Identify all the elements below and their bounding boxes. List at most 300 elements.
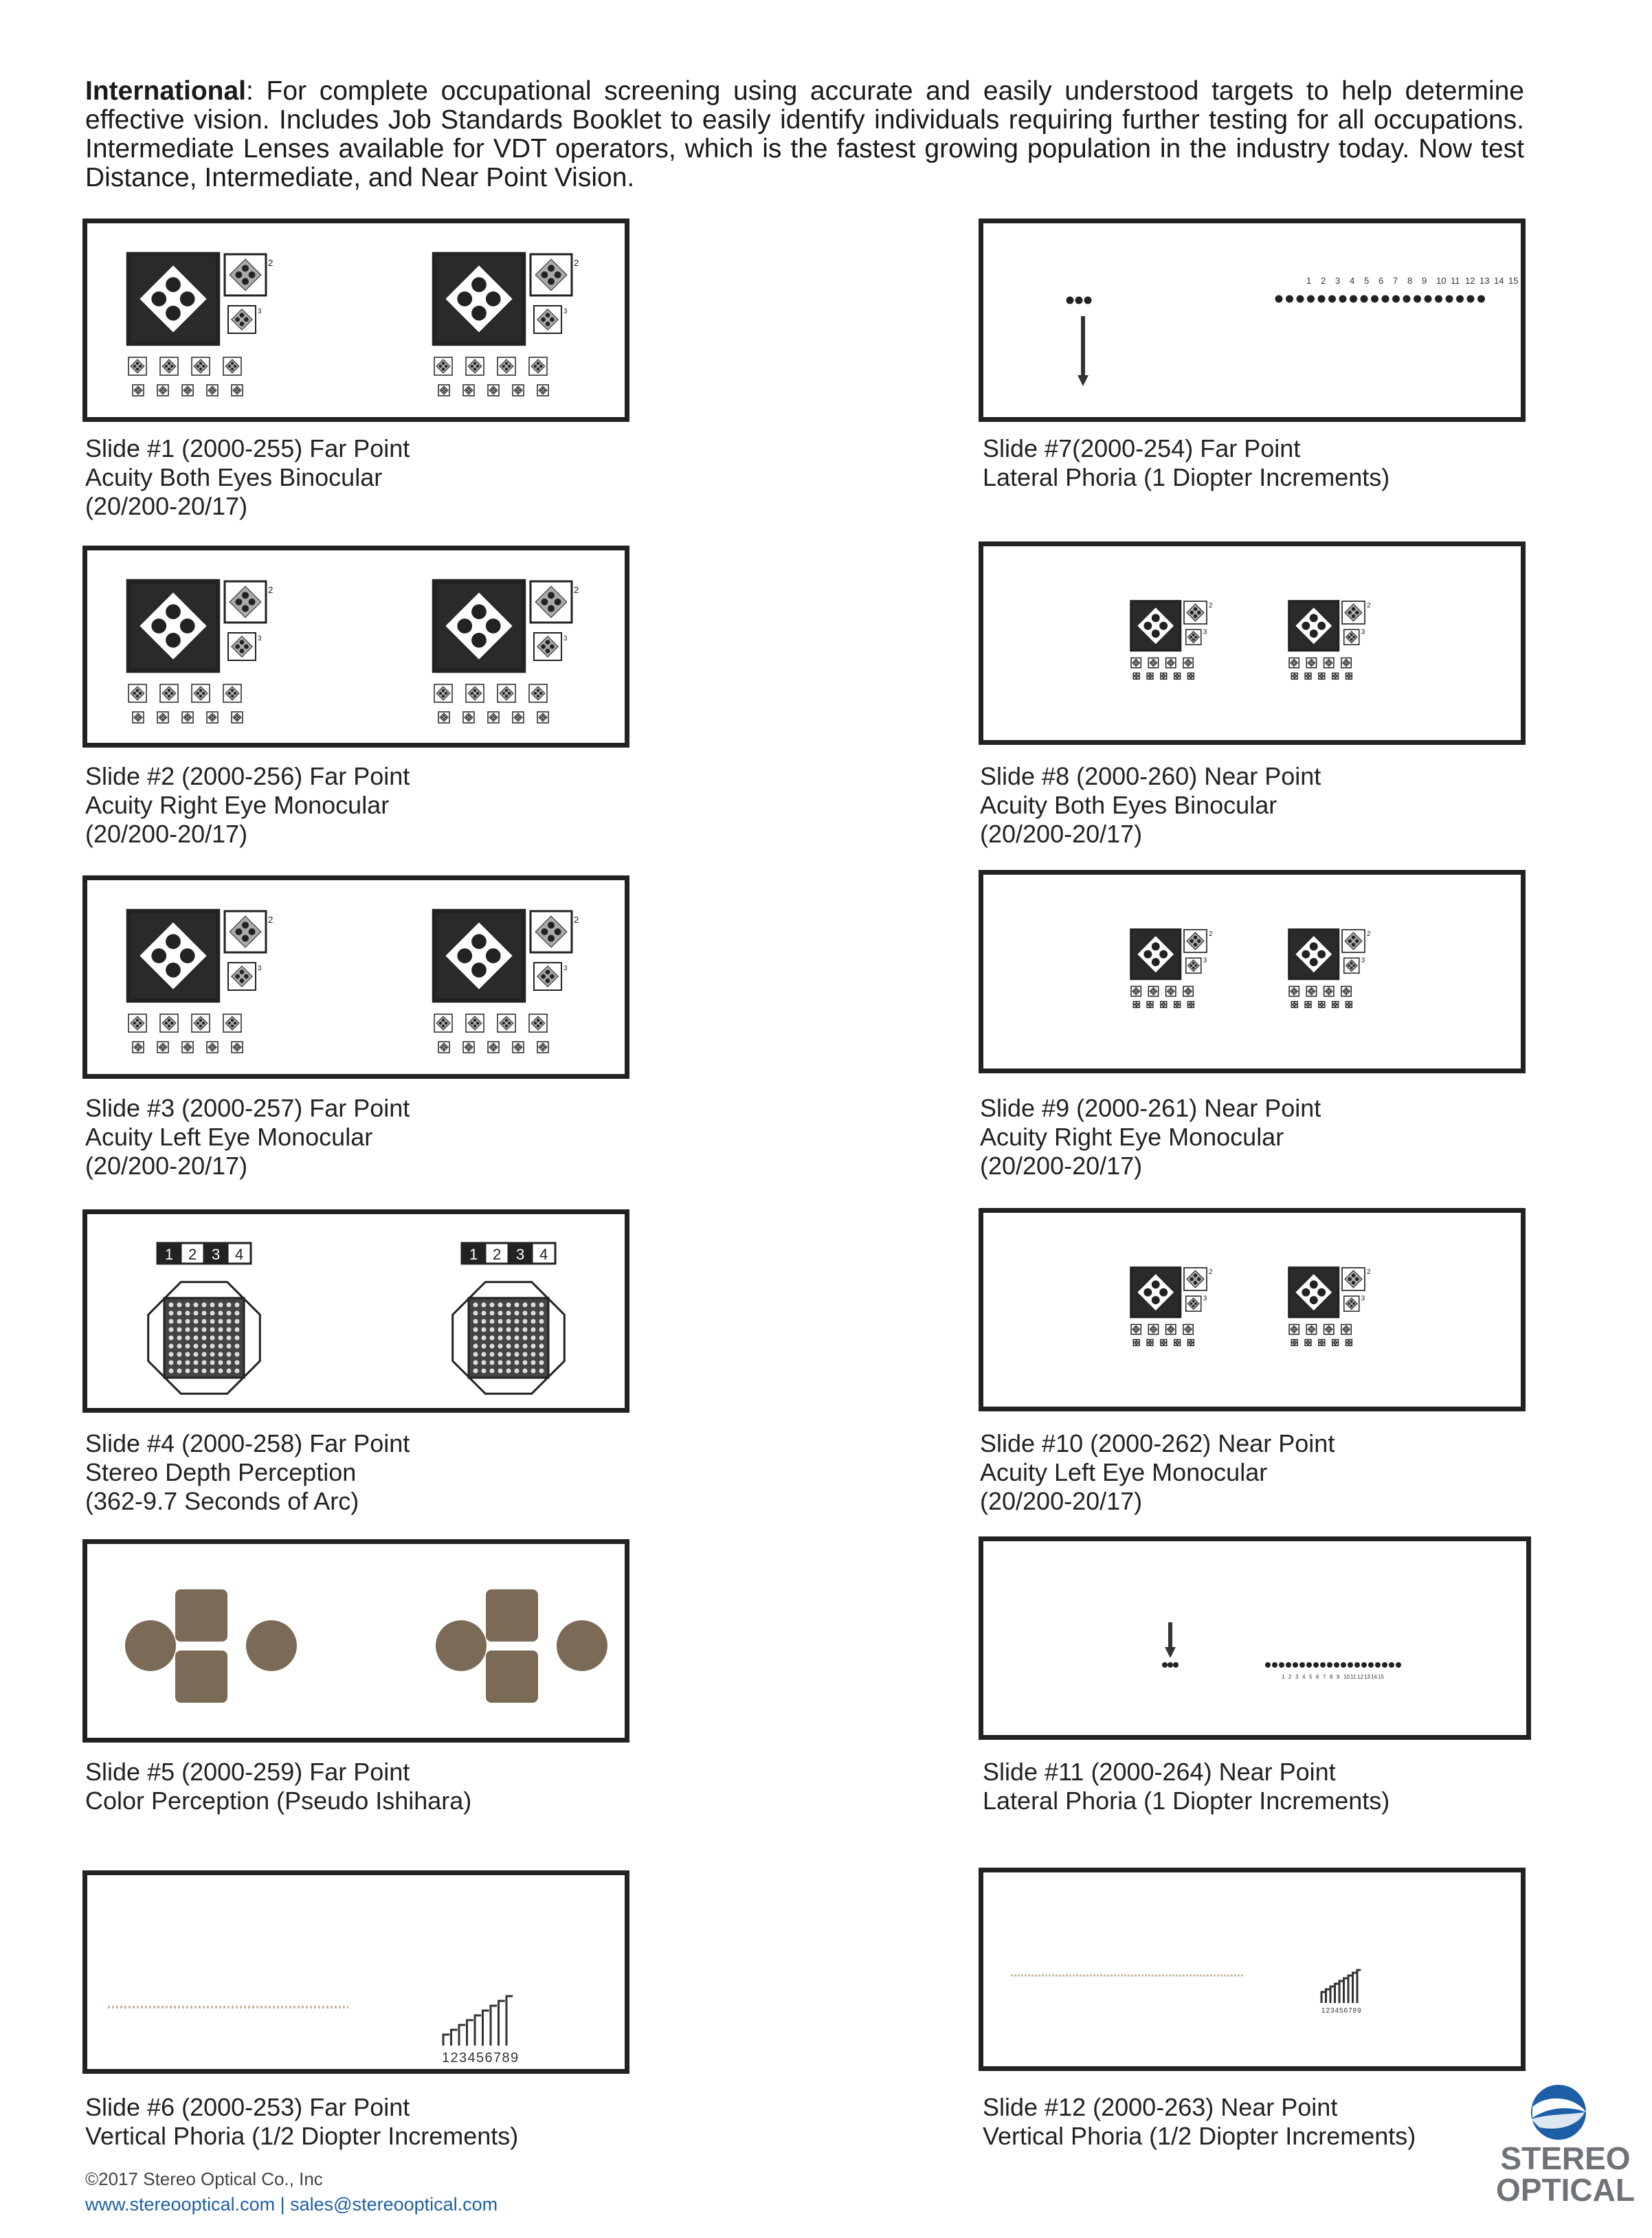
stereo-dot [490, 1352, 495, 1357]
target-dot [162, 718, 164, 720]
target-number: 3 [1361, 1295, 1365, 1303]
target-dot [1310, 958, 1318, 966]
phoria-dot [1075, 297, 1083, 304]
target-dot [534, 365, 537, 368]
slide-4-image [82, 1209, 629, 1413]
stereo-dot [202, 1328, 207, 1332]
target-dot [471, 306, 487, 321]
stereo-dot [506, 1344, 511, 1349]
caption-line: Color Perception (Pseudo Ishihara) [85, 1787, 472, 1815]
stereo-dot [202, 1352, 207, 1357]
target-dot [519, 1047, 521, 1049]
target-dot [1154, 990, 1156, 992]
stereo-dot [506, 1328, 511, 1332]
target-dot [1192, 1305, 1195, 1308]
target-dot [166, 306, 181, 321]
target-dot [187, 391, 189, 393]
target-dot [1148, 1004, 1149, 1005]
step-bar [451, 2030, 458, 2046]
stereo-number-box [157, 1243, 251, 1264]
target-dot [1194, 935, 1198, 939]
stereo-dot [539, 1336, 544, 1341]
stereo-dot [227, 1311, 232, 1316]
target-dot [1313, 990, 1314, 992]
phoria-dot [1435, 295, 1442, 303]
target-dot [1348, 964, 1350, 967]
phoria-dot [1173, 1662, 1179, 1668]
target-dot [1152, 614, 1160, 622]
stereo-dot [498, 1344, 503, 1349]
target-dot [548, 921, 555, 928]
slide-art-svg [87, 550, 625, 743]
stereo-dot [194, 1361, 199, 1365]
stereo-dot [194, 1369, 199, 1374]
scale-number: 3 [1295, 1674, 1299, 1680]
stereo-dot [506, 1369, 511, 1374]
stereo-dot [539, 1361, 544, 1365]
stereo-dot [506, 1319, 511, 1324]
scale-number: 6 [484, 2050, 493, 2066]
target-dot [1137, 662, 1138, 663]
target-dot [1136, 1341, 1137, 1342]
target-dot [466, 390, 468, 392]
stereo-dot [490, 1369, 495, 1374]
target-dot [476, 1022, 479, 1025]
scale-number: 12 [1357, 1674, 1363, 1680]
target-dot [1334, 675, 1335, 676]
caption-line: Acuity Left Eye Monocular [85, 1123, 373, 1151]
slide-6-image [82, 1870, 629, 2074]
target-dot [442, 368, 445, 370]
target-dot [136, 695, 139, 697]
phoria-dot [1414, 295, 1421, 303]
stereo-dot [515, 1311, 520, 1316]
target-dot [1170, 1330, 1172, 1332]
slide-12-image [979, 1868, 1526, 2071]
stereo-dot [531, 1319, 536, 1324]
phoria-dot [1375, 1662, 1381, 1668]
stereo-dot [531, 1352, 536, 1357]
target-dot [1154, 1328, 1156, 1330]
stereo-number: 1 [469, 1246, 478, 1263]
stereo-dot [210, 1344, 215, 1349]
target-dot [1197, 611, 1201, 615]
stereo-dot [473, 1336, 478, 1341]
step-bar [1357, 1970, 1361, 2003]
target-dot [1135, 664, 1137, 665]
target-dot [231, 695, 234, 697]
scale-number: 7 [1393, 276, 1398, 286]
target-dot [160, 390, 162, 392]
target-dot [231, 362, 234, 365]
scale-number: 15 [1378, 1674, 1384, 1680]
target-dot [517, 718, 520, 720]
stereo-dot [169, 1303, 174, 1308]
target-dot [1310, 1280, 1318, 1288]
target-dot [1350, 634, 1353, 636]
target-dot [162, 1048, 164, 1050]
target-number: 2 [1209, 1268, 1213, 1277]
caption-line: (20/200-20/17) [980, 820, 1143, 848]
scale-number: 13 [1480, 276, 1490, 286]
target-dot [1152, 1296, 1160, 1304]
stereo-dot [210, 1303, 215, 1308]
target-dot [441, 390, 443, 392]
target-dot [539, 1022, 542, 1025]
caption-line: (20/200-20/17) [85, 820, 248, 848]
slide-art-svg [983, 1213, 1521, 1407]
target-dot [242, 278, 249, 285]
target-dot [199, 695, 202, 697]
target-dot [210, 1047, 212, 1049]
phoria-dot [1334, 1662, 1339, 1668]
target-dot [1170, 989, 1172, 990]
target-dot [1344, 990, 1346, 992]
target-dot [1186, 990, 1187, 992]
stereo-dot [506, 1352, 511, 1357]
target-dot [1348, 939, 1352, 943]
target-dot [234, 692, 236, 695]
stereo-dot [490, 1344, 495, 1349]
target-dot [445, 390, 447, 392]
target-dot [1310, 629, 1318, 638]
stereo-dot [194, 1328, 199, 1332]
target-dot [491, 390, 493, 392]
target-dot [242, 921, 249, 928]
target-dot [188, 717, 190, 719]
target-dot [1170, 1327, 1172, 1328]
target-dot [1310, 614, 1318, 622]
stereo-dot [531, 1344, 536, 1349]
target-dot [1152, 660, 1154, 662]
target-dot [199, 689, 202, 692]
target-dot [1163, 1005, 1164, 1006]
target-dot [1178, 1342, 1179, 1343]
target-dot [1164, 1342, 1165, 1343]
stereo-dot [169, 1328, 174, 1332]
target-dot [544, 1047, 546, 1049]
caption-line: (362-9.7 Seconds of Arc) [85, 1487, 359, 1515]
target-dot [473, 689, 476, 692]
stereo-dot [515, 1352, 520, 1357]
target-dot [1302, 1288, 1310, 1297]
target-dot [166, 934, 181, 949]
target-dot [539, 692, 542, 695]
target-dot [1310, 1330, 1312, 1332]
target-dot [1310, 992, 1312, 994]
target-dot [1192, 967, 1195, 970]
step-bar [467, 2020, 473, 2046]
target-dot [170, 1022, 173, 1025]
stereo-dot [194, 1344, 199, 1349]
stereo-dot [194, 1319, 199, 1324]
phoria-dot [1389, 1662, 1394, 1668]
target-dot [517, 1044, 520, 1047]
stereo-dot [523, 1303, 528, 1308]
target-dot [1321, 1341, 1322, 1342]
target-dot [468, 1048, 470, 1050]
target-dot [1348, 1005, 1349, 1006]
slide-art-svg [87, 223, 625, 417]
target-dot [555, 271, 561, 278]
target-dot [199, 368, 202, 370]
target-dot [1294, 1003, 1295, 1004]
stereo-dot [235, 1328, 240, 1332]
target-dot [199, 1025, 202, 1027]
target-dot [1321, 677, 1322, 678]
target-dot [505, 1019, 508, 1022]
target-dot [160, 717, 162, 719]
target-dot [439, 365, 442, 368]
target-dot [1151, 1328, 1152, 1330]
step-bar [1326, 1989, 1330, 2003]
target-dot [1135, 1330, 1137, 1332]
target-dot [1355, 611, 1359, 615]
step-bar [1348, 1976, 1352, 2003]
target-dot [1152, 942, 1160, 950]
stereo-dot [202, 1319, 207, 1324]
target-dot [1143, 950, 1152, 959]
target-dot [1355, 939, 1359, 943]
target-dot [170, 692, 173, 695]
phoria-dot [1168, 1662, 1173, 1668]
scale-number: 3 [1335, 276, 1341, 286]
stereo-dot [482, 1319, 487, 1324]
target-dot [234, 1047, 236, 1049]
target-dot [494, 717, 496, 719]
color-plate-circle [557, 1620, 607, 1671]
target-dot [1294, 1343, 1295, 1344]
stereo-dot [235, 1361, 240, 1365]
target-dot [468, 388, 470, 390]
target-dot [231, 368, 234, 370]
target-dot [1137, 990, 1138, 992]
target-dot [160, 1047, 162, 1049]
target-dot [1170, 664, 1172, 665]
target-dot [1159, 1288, 1168, 1297]
target-number: 3 [1203, 1295, 1207, 1303]
target-dot [236, 715, 238, 717]
stereo-dot [227, 1352, 232, 1357]
stereo-dot [169, 1369, 174, 1374]
target-dot [1320, 675, 1321, 676]
target-dot [1295, 990, 1296, 992]
stereo-number-box [462, 1243, 555, 1264]
target-dot [168, 1025, 170, 1027]
stereo-number: 4 [539, 1246, 548, 1263]
caption-line: Acuity Both Eyes Binocular [85, 463, 383, 491]
stereo-dot [194, 1336, 199, 1341]
phoria-dot [1297, 295, 1304, 303]
scale-number: 8 [502, 2050, 510, 2066]
color-plate-square [486, 1589, 538, 1642]
target-dot [1321, 1343, 1322, 1344]
target-dot [236, 388, 238, 390]
target-dot [1348, 677, 1349, 678]
stereo-dot [235, 1336, 240, 1341]
target-dot [517, 388, 520, 390]
target-dot [236, 1048, 238, 1050]
target-dot [1134, 662, 1135, 663]
target-dot [442, 362, 445, 365]
target-dot [166, 963, 181, 978]
caption-line: Slide #5 (2000-259) Far Point [85, 1758, 410, 1786]
target-dot [199, 362, 202, 365]
target-dot [457, 948, 472, 963]
target-dot [1320, 1342, 1321, 1343]
target-dot [1294, 1341, 1295, 1342]
stereo-dot [515, 1336, 520, 1341]
target-dot [235, 317, 240, 322]
target-dot [1159, 950, 1168, 959]
target-dot [1190, 1277, 1194, 1282]
logo-line-2: OPTICAL [1496, 2172, 1635, 2208]
stereo-dot [506, 1336, 511, 1341]
target-dot [1295, 1328, 1296, 1330]
phoria-dot [1361, 1662, 1367, 1668]
target-dot [517, 715, 520, 717]
scale-number: 4 [1302, 1674, 1306, 1680]
target-dot [1143, 622, 1152, 630]
target-dot [212, 715, 214, 717]
target-dot [1346, 664, 1347, 665]
target-dot [505, 1025, 508, 1027]
target-dot [1322, 1004, 1323, 1005]
target-dot [165, 692, 168, 695]
target-dot [544, 390, 546, 392]
stereo-dot [177, 1319, 182, 1324]
target-dot [537, 1019, 539, 1022]
stereo-dot [482, 1336, 487, 1341]
scale-number: 11 [1451, 276, 1460, 286]
stereo-dot [227, 1319, 232, 1324]
scale-number: 1 [442, 2050, 450, 2066]
target-dot [236, 718, 238, 720]
target-dot [1352, 935, 1356, 939]
target-dot [546, 978, 550, 983]
stereo-dot [506, 1311, 511, 1316]
target-number: 3 [563, 308, 568, 316]
target-dot [1352, 964, 1355, 967]
target-dot [166, 277, 181, 292]
target-dot [1186, 662, 1187, 663]
target-dot [202, 1022, 205, 1025]
target-dot [249, 271, 256, 278]
target-dot [1328, 1327, 1330, 1328]
caption-line: Slide #12 (2000-263) Near Point [983, 2093, 1338, 2121]
scale-number: 9 [1422, 276, 1427, 286]
target-dot [468, 1044, 470, 1047]
target-dot [476, 365, 479, 368]
target-dot [471, 963, 487, 978]
stereo-number: 2 [188, 1246, 197, 1263]
target-dot [542, 715, 544, 717]
stereo-dot [219, 1319, 223, 1324]
target-dot [139, 365, 142, 368]
website-link[interactable]: www.stereooptical.com [85, 2194, 276, 2215]
target-dot [1162, 1004, 1163, 1005]
target-dot [1172, 1328, 1173, 1330]
target-dot [1313, 1328, 1314, 1330]
target-dot [471, 692, 473, 695]
target-dot [244, 317, 249, 322]
target-number: 3 [258, 308, 262, 316]
email-link[interactable]: sales@stereooptical.com [290, 2194, 498, 2215]
stereo-dot [227, 1336, 232, 1341]
slide-10-caption [980, 1429, 1335, 1516]
slide-art-svg [983, 223, 1521, 417]
target-dot [1134, 990, 1135, 992]
target-dot [212, 1044, 214, 1047]
target-dot [1137, 1328, 1138, 1330]
target-dot [502, 365, 505, 368]
target-dot [1190, 939, 1194, 943]
target-dot [1135, 1327, 1137, 1328]
scale-number: 3 [1330, 2007, 1335, 2015]
target-dot [166, 604, 181, 619]
target-dot [249, 928, 256, 935]
target-dot [468, 715, 470, 717]
target-dot [466, 717, 468, 719]
stereo-dot [235, 1311, 240, 1316]
stereo-dot [515, 1328, 520, 1332]
stereo-dot [227, 1344, 232, 1349]
target-dot [542, 1048, 544, 1050]
target-dot [1163, 1343, 1164, 1344]
target-dot [234, 365, 236, 368]
stereo-dot [169, 1352, 174, 1357]
target-dot [242, 265, 249, 271]
caption-line: (20/200-20/17) [980, 1487, 1143, 1515]
stereo-dot [498, 1303, 503, 1308]
stereo-dot [473, 1352, 478, 1357]
target-dot [1293, 1004, 1294, 1005]
target-dot [185, 390, 187, 392]
stereo-dot [523, 1336, 528, 1341]
slide-5-image [82, 1539, 629, 1743]
target-dot [457, 618, 472, 634]
target-dot [162, 715, 164, 717]
target-dot [493, 388, 495, 390]
scale-number: 15 [1508, 276, 1519, 286]
target-dot [240, 313, 245, 317]
phoria-dot [1067, 297, 1074, 304]
target-dot [1348, 1341, 1349, 1342]
target-dot [1348, 636, 1350, 638]
target-dot [133, 692, 136, 695]
target-dot [539, 365, 542, 368]
target-dot [202, 365, 205, 368]
caption-line: Slide #6 (2000-253) Far Point [85, 2093, 410, 2121]
target-dot [555, 598, 561, 605]
stereo-dot [210, 1319, 215, 1324]
slide-1-caption [85, 434, 410, 521]
stereo-dot [186, 1319, 190, 1324]
slide-11-caption [983, 1758, 1389, 1815]
target-dot [1350, 967, 1353, 970]
target-dot [188, 390, 190, 392]
target-dot [240, 970, 245, 974]
scale-number: 4 [467, 2050, 476, 2066]
target-dot [1136, 677, 1137, 678]
slide-art-svg [983, 1541, 1526, 1735]
step-bar [1335, 1984, 1339, 2003]
target-dot [548, 935, 555, 942]
target-dot [1187, 664, 1189, 665]
target-dot [1322, 1342, 1323, 1343]
target-dot [471, 934, 487, 949]
target-dot [235, 928, 242, 935]
